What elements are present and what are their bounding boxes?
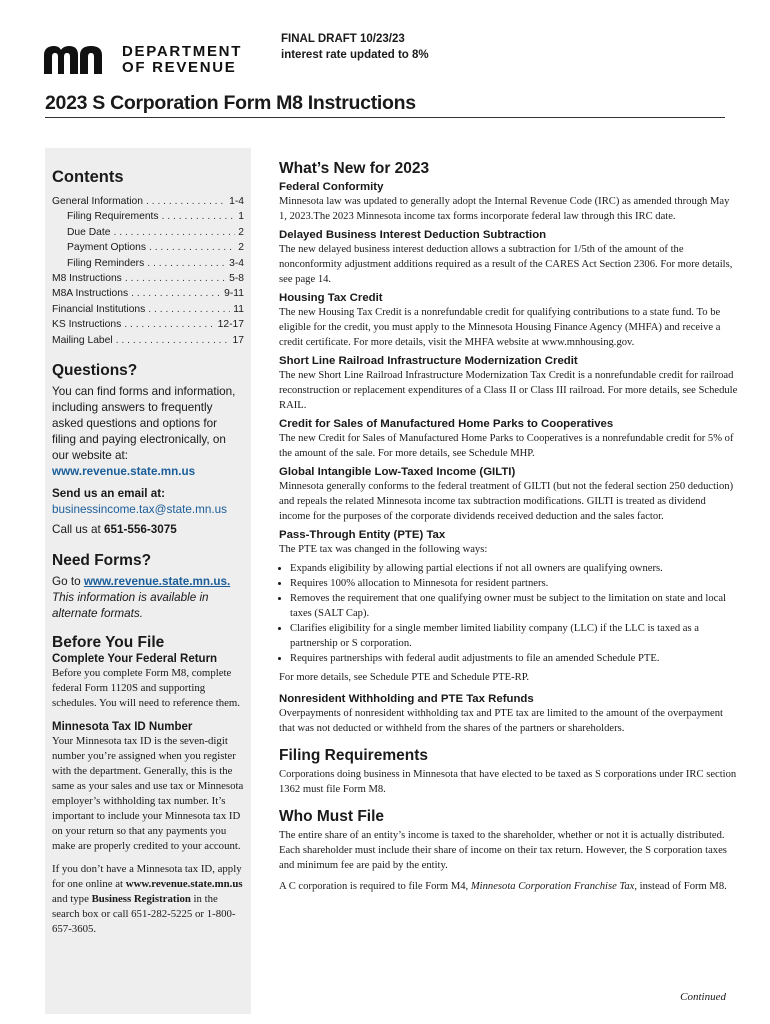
toc-page: 5-8 — [229, 273, 244, 285]
toc-page: 12-17 — [217, 319, 244, 331]
main-content — [279, 160, 739, 894]
toc-item[interactable] — [52, 240, 244, 255]
questions-heading: Questions? — [52, 362, 138, 380]
alt-formats-text: This information is available in alternate formats. — [52, 591, 209, 621]
section-heading: Credit for Sales of Manufactured Home Parks to Cooperatives — [279, 418, 614, 430]
toc-page: 17 — [232, 334, 244, 346]
no-id-part3: in the search box or call 651-282-5225 or 1-800-657-3605. — [52, 893, 236, 936]
toc-item[interactable] — [52, 194, 244, 209]
continued-label: Continued — [680, 991, 726, 1003]
whats-new-heading: What’s New for 2023 — [279, 160, 430, 177]
logo-line-1: DEPARTMENT — [122, 43, 243, 60]
email-link[interactable]: businessincome.tax@state.mn.us — [52, 503, 227, 517]
c-corp-part1: A C corporation is required to file Form M4, — [279, 881, 471, 892]
filing-requirements-heading: Filing Requirements — [279, 747, 428, 764]
toc-leader — [131, 286, 221, 301]
logo-line-2: OF REVENUE — [122, 59, 237, 76]
toc-label: General Information — [52, 196, 144, 207]
toc-page: 1-4 — [229, 196, 244, 207]
toc-item[interactable] — [52, 256, 244, 271]
toc-leader — [149, 240, 235, 255]
toc-leader — [147, 256, 226, 271]
toc-leader — [146, 194, 226, 209]
toc-page: 2 — [238, 242, 244, 254]
who-must-file-text: The entire share of an entity’s income is taxed to the shareholder, whether or not it is actually distributed. Each shareholder must include their share of income on their tax return. However, the S corporation taxes and minimum fee are paid by the entity. — [279, 830, 727, 871]
section-heading: Delayed Business Interest Deduction Subtraction — [279, 229, 547, 241]
department-of-revenue-logo — [44, 44, 244, 78]
goto-prefix: Go to — [52, 575, 84, 589]
tax-id-heading: Minnesota Tax ID Number — [52, 721, 193, 734]
toc-page: 9-11 — [224, 288, 244, 300]
phone-number[interactable]: 651-556-3075 — [103, 523, 177, 537]
toc-item[interactable] — [52, 209, 244, 224]
nonresident-text: Overpayments of nonresident withholding tax and PTE tax are limited to the amount of the overpayment that was not deducted or withheld from the shares of the partners or shareholders. — [279, 708, 723, 734]
toc-item[interactable] — [52, 271, 244, 286]
no-tax-id-text — [52, 862, 244, 937]
complete-federal-text: Before you complete Form M8, complete federal Form 1120S and supporting schedules. You will need to reference them. — [52, 667, 240, 710]
toc-page: 11 — [233, 303, 244, 315]
no-id-part1: If you don’t have a Minnesota tax ID, apply for one online at — [52, 863, 242, 891]
registration-link[interactable]: www.revenue.state.mn.us — [125, 878, 243, 891]
toc-label: Filing Reminders — [67, 257, 145, 269]
toc-label: M8A Instructions — [52, 288, 129, 300]
phone-line — [52, 522, 244, 538]
before-you-file-heading: Before You File — [52, 634, 165, 652]
toc-item[interactable] — [52, 286, 244, 301]
goto-line — [52, 574, 244, 590]
toc-label: M8 Instructions — [52, 273, 122, 285]
toc-page: 2 — [238, 226, 244, 238]
draft-line-2: interest rate updated to 8% — [281, 49, 429, 61]
section-text: Minnesota generally conforms to the federal treatment of GILTI (but not the federal section 250 deduction) and repeals the related Minnesota income tax subtraction modifications. GILTI is treated as dividend income for the purposes of the corporate dividends received deduction and the sales factor. — [279, 481, 734, 522]
toc-label: Payment Options — [67, 242, 146, 254]
no-id-part2: and type — [52, 893, 92, 906]
tax-id-text: Your Minnesota tax ID is the seven-digit number you’re assigned when you register with the department. Generally, this is the same as your sales and use tax or Minnesota employer’s withholding tax number. It’s important to include your Minnesota tax ID on your return so that any payments you make are properly credited to your account. — [52, 735, 244, 853]
toc-leader — [114, 225, 236, 240]
complete-federal-heading: Complete Your Federal Return — [52, 653, 218, 666]
section-text: The new delayed business interest deduction allows a subtraction for 1/5th of the amount of the nonconformity adjustment additions required as a result of the CARES Act Section 2306. For more details, see page 14. — [279, 244, 733, 285]
toc-item[interactable] — [52, 317, 244, 332]
c-corp-text — [279, 879, 739, 894]
section-heading: Housing Tax Credit — [279, 292, 383, 304]
toc-label: Financial Institutions — [52, 303, 146, 315]
pte-changes-list — [279, 561, 739, 666]
c-corp-part2: , instead of Form M8. — [634, 881, 727, 892]
toc-leader — [162, 209, 236, 224]
toc-leader — [125, 271, 226, 286]
toc-item[interactable] — [52, 333, 244, 348]
pte-list-item: • Removes the requirement that one qualifying owner must be subject to the limitation on state and local taxes (SALT Cap). — [290, 591, 739, 621]
need-forms-heading: Need Forms? — [52, 552, 152, 570]
toc-label: Mailing Label — [52, 334, 113, 346]
draft-line-1: FINAL DRAFT 10/23/23 — [281, 33, 405, 45]
toc-label: KS Instructions — [52, 319, 122, 331]
pte-list-item: • Requires 100% allocation to Minnesota for resident partners. — [290, 576, 739, 591]
business-registration-term: Business Registration — [91, 893, 191, 906]
section-text: The new Credit for Sales of Manufactured Home Parks to Cooperatives is a nonrefundable credit for 5% of the amount of the sale. For more details, see Schedule MHP. — [279, 433, 734, 459]
pte-list-item: • Requires partnerships with federal audit adjustments to file an amended Schedule PTE. — [290, 651, 739, 666]
section-heading: Short Line Railroad Infrastructure Modernization Credit — [279, 355, 578, 367]
whats-new-sections — [279, 181, 739, 524]
forms-link[interactable]: www.revenue.state.mn.us. — [83, 575, 231, 589]
toc-page: 3-4 — [229, 257, 244, 269]
section-text: The new Housing Tax Credit is a nonrefundable credit for qualifying contributions to a state fund. To be eligible for the credit, you must apply to the Minnesota Housing Finance Agency (MHFA) and receive a credit certificate. For more details, visit the MHFA website at www.mnhousing.gov. — [279, 307, 721, 348]
section-text: The new Short Line Railroad Infrastructure Modernization Tax Credit is a nonrefundable credit for railroad reconstruction or replacement expenditures of a Class II or Class III railroad. For more details, see Schedule RAIL. — [279, 370, 738, 411]
toc-item[interactable] — [52, 302, 244, 317]
pte-list-item: • Expands eligibility by allowing partial elections if not all owners are qualifying owners. — [290, 561, 739, 576]
title-divider — [45, 117, 725, 118]
toc-label: Due Date — [67, 226, 111, 238]
pte-more: For more details, see Schedule PTE and Schedule PTE-RP. — [279, 672, 530, 683]
mn-logo-mark — [44, 46, 112, 74]
email-label: Send us an email at: — [52, 487, 166, 501]
pte-intro: The PTE tax was changed in the following ways: — [279, 544, 488, 555]
toc-leader — [116, 333, 230, 348]
toc-leader — [148, 302, 230, 317]
table-of-contents — [52, 194, 244, 348]
toc-leader — [124, 317, 214, 332]
form-m4-title: Minnesota Corporation Franchise Tax — [470, 881, 635, 892]
draft-notice — [281, 31, 429, 63]
sidebar — [52, 168, 244, 937]
pte-list-item: • Clarifies eligibility for a single member limited liability company (LLC) if the LLC is taxed as a partnership or S corporation. — [290, 621, 739, 651]
who-must-file-heading: Who Must File — [279, 808, 385, 825]
pte-heading: Pass-Through Entity (PTE) Tax — [279, 529, 446, 541]
toc-label: Filing Requirements — [67, 211, 159, 223]
questions-text: You can find forms and information, including answers to frequently asked questions and options for filing and paying electronically, on our website at: — [52, 385, 236, 463]
page-title: 2023 S Corporation Form M8 Instructions — [45, 92, 416, 114]
toc-page: 1 — [238, 211, 244, 223]
contents-heading: Contents — [52, 168, 124, 186]
nonresident-heading: Nonresident Withholding and PTE Tax Refunds — [279, 693, 534, 705]
filing-requirements-text: Corporations doing business in Minnesota that have elected to be taxed as S corporations under IRC section 1362 must file Form M8. — [279, 769, 737, 795]
section-text: Minnesota law was updated to generally adopt the Internal Revenue Code (IRC) as amended through May 1, 2023.The 2023 Minnesota income tax forms incorporate federal law through this IRC date. — [279, 196, 730, 222]
call-prefix: Call us at — [52, 523, 104, 537]
section-heading: Global Intangible Low-Taxed Income (GILTI) — [279, 466, 516, 478]
section-heading: Federal Conformity — [279, 181, 384, 193]
toc-item[interactable] — [52, 225, 244, 240]
website-link[interactable]: www.revenue.state.mn.us — [52, 465, 196, 479]
